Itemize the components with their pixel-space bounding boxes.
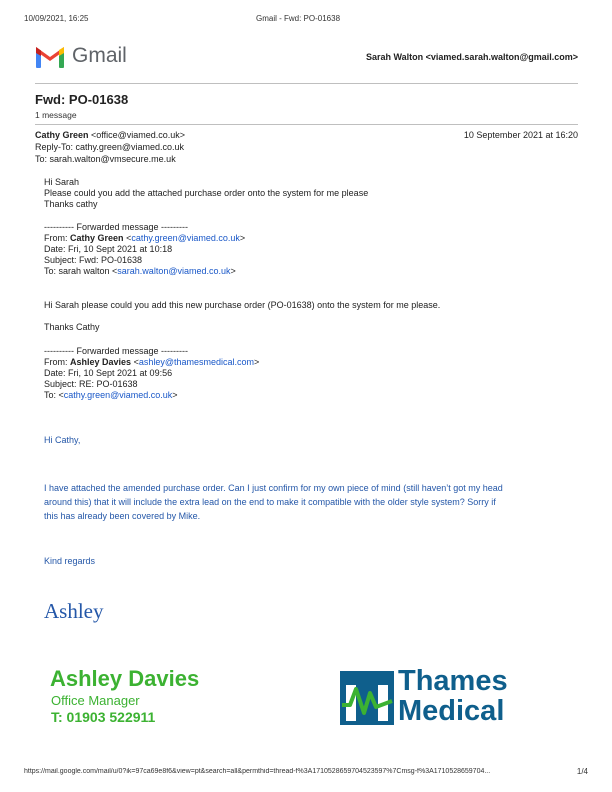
print-footer-url: https://mail.google.com/mail/u/0?ik=97ca69e8f6&view=pt&search=all&permthid=thread-f%3A1710528659704523597%7Cmsg-f%3A1710528659704... [24,768,491,775]
print-datetime: 10/09/2021, 16:25 [24,14,89,23]
ashley-paragraph-line: around this) that it will include the extra lead on the end to make it compatible with the older style system? Sorry if [44,497,496,507]
card-phone: T: 01903 522911 [51,709,156,725]
fwd1-from-email-link[interactable]: cathy.green@viamed.co.uk [131,233,240,243]
ashley-regards: Kind regards [44,556,96,566]
fwd2-header: ---------- Forwarded message --------- [44,346,188,356]
company-name-line1: Thames [398,665,508,697]
fwd1-body: Hi Sarah please could you add this new purchase order (PO-01638) onto the system for me please. [44,300,441,310]
thames-medical-logo-icon [340,671,394,725]
fwd2-from-email-link[interactable]: ashley@thamesmedical.com [138,357,255,367]
message-date: 10 September 2021 at 16:20 [463,130,578,140]
card-title: Office Manager [51,693,140,708]
fwd1-to-label: To: sarah walton < [44,266,118,276]
fwd2-date: Date: Fri, 10 Sept 2021 at 09:56 [44,368,173,378]
fwd1-from-name: Cathy Green [70,233,124,243]
intro-line: Hi Sarah [44,177,80,187]
ashley-paragraph-line: I have attached the amended purchase order. Can I just confirm for my own piece of mind (still haven’t got my head [44,483,503,493]
fwd2-subject: Subject: RE: PO-01638 [44,379,138,389]
gmail-logo-text: Gmail [72,44,127,67]
account-label: Sarah Walton <viamed.sarah.walton@gmail.com> [365,52,578,62]
fwd1-bracket: > [239,233,246,243]
company-name-line2: Medical [398,695,505,727]
fwd2-from-name: Ashley Davies [70,357,132,367]
divider [35,83,578,84]
ashley-signature: Ashley [44,599,104,623]
ashley-paragraph-line: this has already been covered by Mike. [44,511,201,521]
intro-line: Thanks cathy [44,199,98,209]
fwd2-to-email-link[interactable]: cathy.green@viamed.co.uk [63,390,173,400]
fwd2-from [44,357,259,369]
fwd2-to [44,390,178,402]
fwd2-from-label: From: [44,357,68,367]
fwd2-bracket: < [133,357,139,367]
message-to: To: sarah.walton@vmsecure.me.uk [35,154,176,164]
intro-line: Please could you add the attached purchase order onto the system for me please [44,188,369,198]
fwd2-to-label: To: < [44,390,64,400]
fwd1-bracket: < [126,233,132,243]
thread-subject: Fwd: PO-01638 [35,92,129,107]
message-count: 1 message [35,110,77,120]
fwd1-date: Date: Fri, 10 Sept 2021 at 10:18 [44,244,173,254]
fwd1-to [44,266,236,278]
divider [35,124,578,125]
reply-to: Reply-To: cathy.green@viamed.co.uk [35,142,185,152]
fwd1-from-label: From: [44,233,68,243]
gmail-m-icon [35,45,65,69]
fwd1-subject: Subject: Fwd: PO-01638 [44,255,143,265]
fwd1-thanks: Thanks Cathy [44,322,100,332]
fwd1-from [44,233,245,245]
fwd1-bracket: > [230,266,236,276]
fwd2-bracket: > [254,357,260,367]
message-from [35,130,185,142]
fwd1-to-email-link[interactable]: sarah.walton@viamed.co.uk [117,266,231,276]
fwd2-bracket: > [172,390,178,400]
sender-email: <office@viamed.co.uk> [91,130,186,140]
sender-name: Cathy Green [35,130,89,140]
print-page-number: 1/4 [576,767,588,776]
card-name: Ashley Davies [50,666,200,691]
ashley-greeting: Hi Cathy, [44,435,81,445]
fwd1-header: ---------- Forwarded message --------- [44,222,188,232]
print-page-title: Gmail - Fwd: PO-01638 [256,14,341,23]
